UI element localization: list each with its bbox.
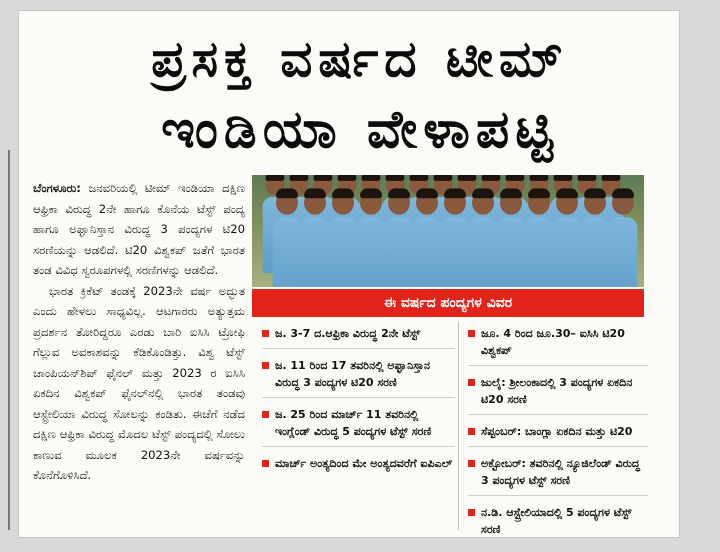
player-figure: [525, 191, 554, 287]
schedule-item: [468, 423, 648, 447]
dateline: ಬೆಂಗಳೂರು:: [33, 181, 81, 195]
player-figure: [413, 191, 442, 287]
bullet-icon: [468, 509, 475, 516]
schedule-text: ಮಾರ್ಚ್ ಅಂತ್ಯದಿಂದ ಮೇ ಅಂತ್ಯದವರೆಗೆ ಐಪಿಎಲ್: [275, 457, 453, 470]
schedule-item: [262, 406, 455, 447]
player-figure: [357, 191, 386, 287]
bullet-icon: [262, 460, 269, 467]
column-rule: [8, 150, 10, 530]
bullet-icon: [468, 330, 475, 337]
schedule-text: ಜ. 11 ರಿಂದ 17 ತವರಿನಲ್ಲಿ ಅಫ್ಘಾನಿಸ್ತಾನ ವಿರುದ್ಧ 3 ಪಂದ್ಯಗಳ ಟಿ20 ಸರಣಿ: [275, 359, 430, 389]
schedule-item: [262, 357, 455, 398]
schedule-item: [468, 504, 648, 544]
paragraph-1-text: ಜನವರಿಯಲ್ಲಿ ಟೀಮ್ ಇಂಡಿಯಾ ದಕ್ಷಿಣ ಆಫ್ರಿಕಾ ವಿರುದ್ಧ 2ನೇ ಹಾಗೂ ಕೊನೆಯ ಟೆಸ್ಟ್ ಪಂದ್ಯ ಹಾಗೂ ಅಫ್ಘಾನಿಸ್ತಾನ ವಿರುದ್ಧ 3 ಪಂದ್ಯಗಳ ಟಿ20 ಸರಣಿಯನ್ನು ಆಡಲಿದೆ. ಟಿ20 ವಿಶ್ವಕಪ್ ಜತೆಗೆ ಭಾರತ ತಂಡ ವಿವಿಧ ಸ್ವರೂಪಗಳಲ್ಲಿ ಸರಣಿಗಳನ್ನು ಆಡಲಿದೆ.: [33, 181, 246, 277]
schedule-item: [468, 325, 648, 366]
player-figure: [497, 191, 526, 287]
bullet-icon: [262, 362, 269, 369]
headline-line-2: ಇಂಡಿಯಾ ವೇಳಾಪಟ್ಟಿ: [161, 100, 559, 160]
team-photo: [252, 175, 644, 287]
bullet-icon: [468, 428, 475, 435]
schedule-text: ಜ. 3-7 ದ.ಆಫ್ರಿಕಾ ವಿರುದ್ಧ 2ನೇ ಟೆಸ್ಟ್: [275, 327, 421, 340]
schedule-text: ಜುಲೈ: ಶ್ರೀಲಂಕಾದಲ್ಲಿ 3 ಪಂದ್ಯಗಳ ಏಕದಿನ ಟಿ20 ಸರಣಿ: [481, 376, 633, 406]
player-figure: [553, 191, 582, 287]
schedule-text: ನ.ಡಿ. ಆಸ್ಟ್ರೇಲಿಯಾದಲ್ಲಿ 5 ಪಂದ್ಯಗಳ ಟೆಸ್ಟ್ ಸರಣಿ: [481, 506, 632, 536]
schedule-text: ಸೆಪ್ಟಂಬರ್: ಬಾಂಗ್ಲಾ ಏಕದಿನ ಮತ್ತು ಟಿ20: [481, 425, 633, 438]
schedule-item: [468, 374, 648, 415]
bullet-icon: [262, 411, 269, 418]
schedule-text: ಜ. 25 ರಿಂದ ಮಾರ್ಚ್ 11 ತವರಿನಲ್ಲಿ ಇಂಗ್ಲೆಂಡ್ ವಿರುದ್ಧ 5 ಪಂದ್ಯಗಳ ಟೆಸ್ಟ್ ಸರಣಿ: [275, 408, 432, 438]
bullet-icon: [468, 460, 475, 467]
banner-title: ಈ ವರ್ಷದ ಪಂದ್ಯಗಳ ವಿವರ: [383, 295, 513, 311]
player-figure: [385, 191, 414, 287]
schedule-right-column: [468, 325, 648, 552]
schedule-item: [262, 455, 455, 478]
player-figure: [329, 191, 358, 287]
schedule-left-column: [262, 325, 455, 486]
bullet-icon: [468, 379, 475, 386]
schedule-item: [468, 455, 648, 496]
schedule-item: [262, 325, 455, 349]
bullet-icon: [262, 330, 269, 337]
article-paragraph-1: [33, 178, 245, 281]
article-body: [33, 178, 245, 486]
schedule-text: ಅಕ್ಟೋಬರ್: ತವರಿನಲ್ಲಿ ನ್ಯೂಜಿಲೆಂಡ್ ವಿರುದ್ಧ 3 ಪಂದ್ಯಗಳ ಟೆಸ್ಟ್ ಸರಣಿ: [481, 457, 640, 487]
player-figure: [609, 191, 638, 287]
schedule-text: ಜೂ. 4 ರಿಂದ ಜೂ.30– ಐಸಿಸಿ ಟಿ20 ವಿಶ್ವಕಪ್: [481, 327, 625, 357]
schedule-banner: [252, 289, 644, 317]
player-figure: [301, 191, 330, 287]
headline-line-1: ಪ್ರಸಕ್ತ ವರ್ಷದ ಟೀಮ್: [151, 30, 569, 88]
player-figure: [441, 191, 470, 287]
player-figure: [273, 191, 302, 287]
schedule-column-divider: [458, 322, 459, 530]
player-figure: [581, 191, 610, 287]
article-paragraph-2: ಭಾರತ ಕ್ರಿಕೆಟ್ ತಂಡಕ್ಕೆ 2023ನೇ ವರ್ಷ ಅದ್ಭುತ ಎಂದು ಹೇಳಲು ಸಾಧ್ಯವಿಲ್ಲ. ಆಟಗಾರರು ಅತ್ಯುತ್ತಮ ಪ್ರದರ್ಶನ ತೋರಿದ್ದರೂ ಎರಡು ಬಾರಿ ಐಸಿಸಿ ಟ್ರೋಫಿ ಗೆಲ್ಲುವ ಅವಕಾಶವನ್ನು ಕೆಡಿಕೊಂಡಿತ್ತು. ವಿಶ್ವ ಟೆಸ್ಟ್ ಚಾಂಪಿಯನ್‌ಶಿಪ್ ಫೈನಲ್ ಮತ್ತು 2023 ರ ಐಸಿಸಿ ಏಕದಿನ ವಿಶ್ವಕಪ್ ಫೈನಲ್‌ನಲ್ಲಿ ಭಾರತ ತಂಡವು ಆಸ್ಟ್ರೇಲಿಯಾ ವಿರುದ್ಧ ಸೋಲನ್ನು ಕಂಡಿತು. ಈಚೆಗೆ ನಡೆದ ದಕ್ಷಿಣ ಆಫ್ರಿಕಾ ವಿರುದ್ಧ ಮೊದಲ ಟೆಸ್ಟ್ ಪಂದ್ಯದಲ್ಲಿ ಸೋಲು ಕಾಣುವ ಮೂಲಕ 2023ನೇ ವರ್ಷವನ್ನು ಕೊನೆಗೊಳಿಸಿದೆ.: [33, 283, 245, 482]
player-figure: [469, 191, 498, 287]
